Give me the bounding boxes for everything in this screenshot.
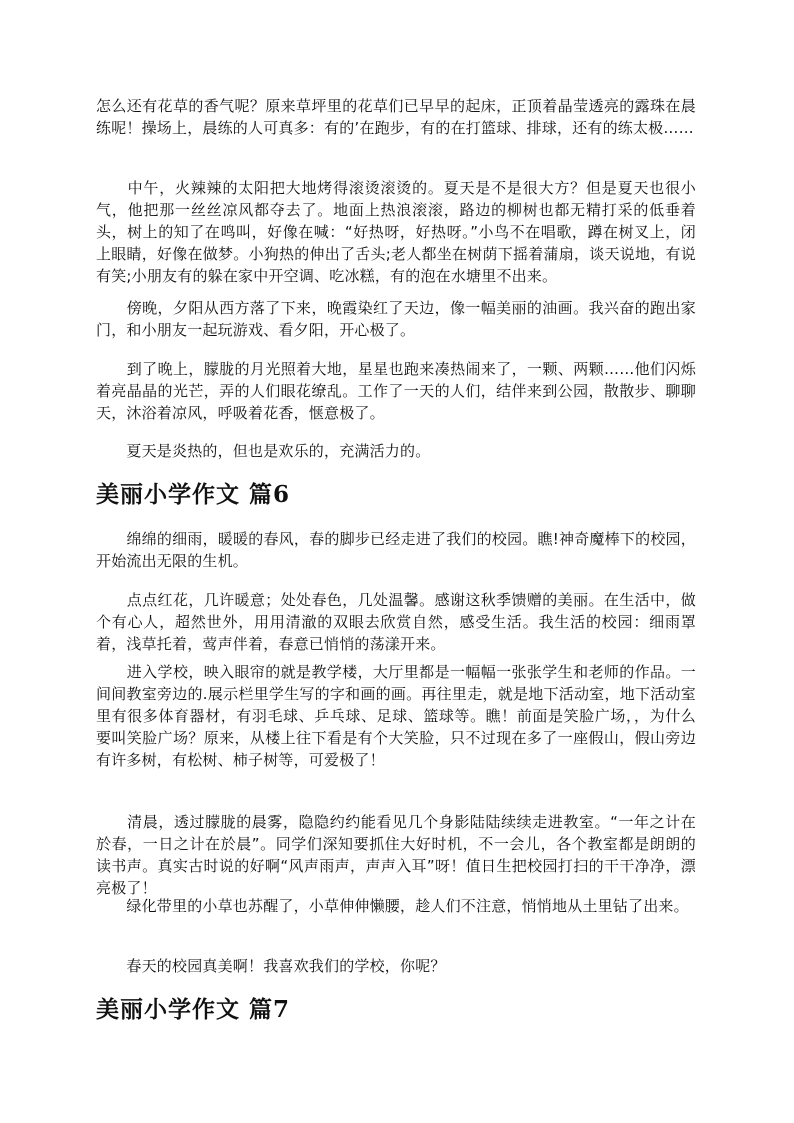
paragraph: 绿化带里的小草也苏醒了，小草伸伸懒腰，趁人们不注意，悄悄地从土里钻了出来。	[96, 897, 689, 915]
paragraph: 中午，火辣辣的太阳把大地烤得滚烫滚烫的。夏天是不是很大方？但是夏天也很小气，他把那一丝丝凉风都夺去了。地面上热浪滚滚，路边的柳树也都无精打采的低垂着头，树上的知了在鸣叫，好像在喊：“好热呀，好热呀。”小鸟不在唱歌，蹲在树叉上，闭上眼睛，好像在做梦。小狗热的伸出了舌头;老人都坐在树荫下摇着蒲扇，谈天说地，有说有笑;小朋友有的躲在家中开空调、吃冰糕，有的泡在水塘里不出来。	[96, 179, 696, 285]
section-heading: 美丽小学作文 篇6	[96, 481, 291, 508]
paragraph: 到了晚上，朦胧的月光照着大地，星星也跑来凑热闹来了，一颗、两颗……他们闪烁着亮晶晶的光芒，弄的人们眼花缭乱。工作了一天的人们，结伴来到公园，散散步、聊聊天，沐浴着凉风，呼吸着花香，惬意极了。	[96, 360, 696, 422]
paragraph: 夏天是炎热的，但也是欢乐的，充满活力的。	[96, 442, 431, 460]
paragraph: 春天的校园真美啊！我喜欢我们的学校，你呢？	[96, 957, 446, 975]
paragraph: 进入学校，映入眼帘的就是教学楼，大厅里都是一幅幅一张张学生和老师的作品。一间间教室旁边的.展示栏里学生写的字和画的画。再往里走，就是地下活动室，地下活动室里有很多体育器材，有羽毛球、乒乓球、足球、篮球等。瞧！前面是笑脸广场，，为什么要叫笑脸广场？原来，从楼上往下看是有个大笑脸，只不过现在多了一座假山，假山旁边有许多树，有松树、柿子树等，可爱极了！	[96, 663, 696, 769]
paragraph: 清晨，透过朦胧的晨雾，隐隐约约能看见几个身影陆陆续续走进教室。“一年之计在於春，一日之计在於晨”。同学们深知要抓住大好时机，不一会儿，各个教室都是朗朗的读书声。真实古时说的好啊“风声雨声，声声入耳”呀！值日生把校园打扫的干干净净，漂亮极了！	[96, 813, 696, 897]
paragraph: 怎么还有花草的香气呢？原来草坪里的花草们已早早的起床，正顶着晶莹透亮的露珠在晨练呢！操场上，晨练的人可真多：有的’在跑步，有的在打篮球、排球，还有的练太极……	[96, 97, 696, 137]
paragraph: 绵绵的细雨，暖暖的春风，春的脚步已经走进了我们的校园。瞧!神奇魔棒下的校园，开始流出无限的生机。	[96, 530, 696, 570]
section-heading: 美丽小学作文 篇7	[96, 996, 291, 1023]
paragraph: 傍晚，夕阳从西方落了下来，晚霞染红了天边，像一幅美丽的油画。我兴奋的跑出家门，和小朋友一起玩游戏、看夕阳，开心极了。	[96, 299, 696, 339]
paragraph: 点点红花，几许暖意；处处春色，几处温馨。感谢这秋季馈赠的美丽。在生活中，做个有心人，超然世外，用用清澈的双眼去欣赏自然，感受生活。我生活的校园：细雨罩着，浅草托着，莺声伴着，春意已悄悄的荡漾开来。	[96, 591, 696, 653]
